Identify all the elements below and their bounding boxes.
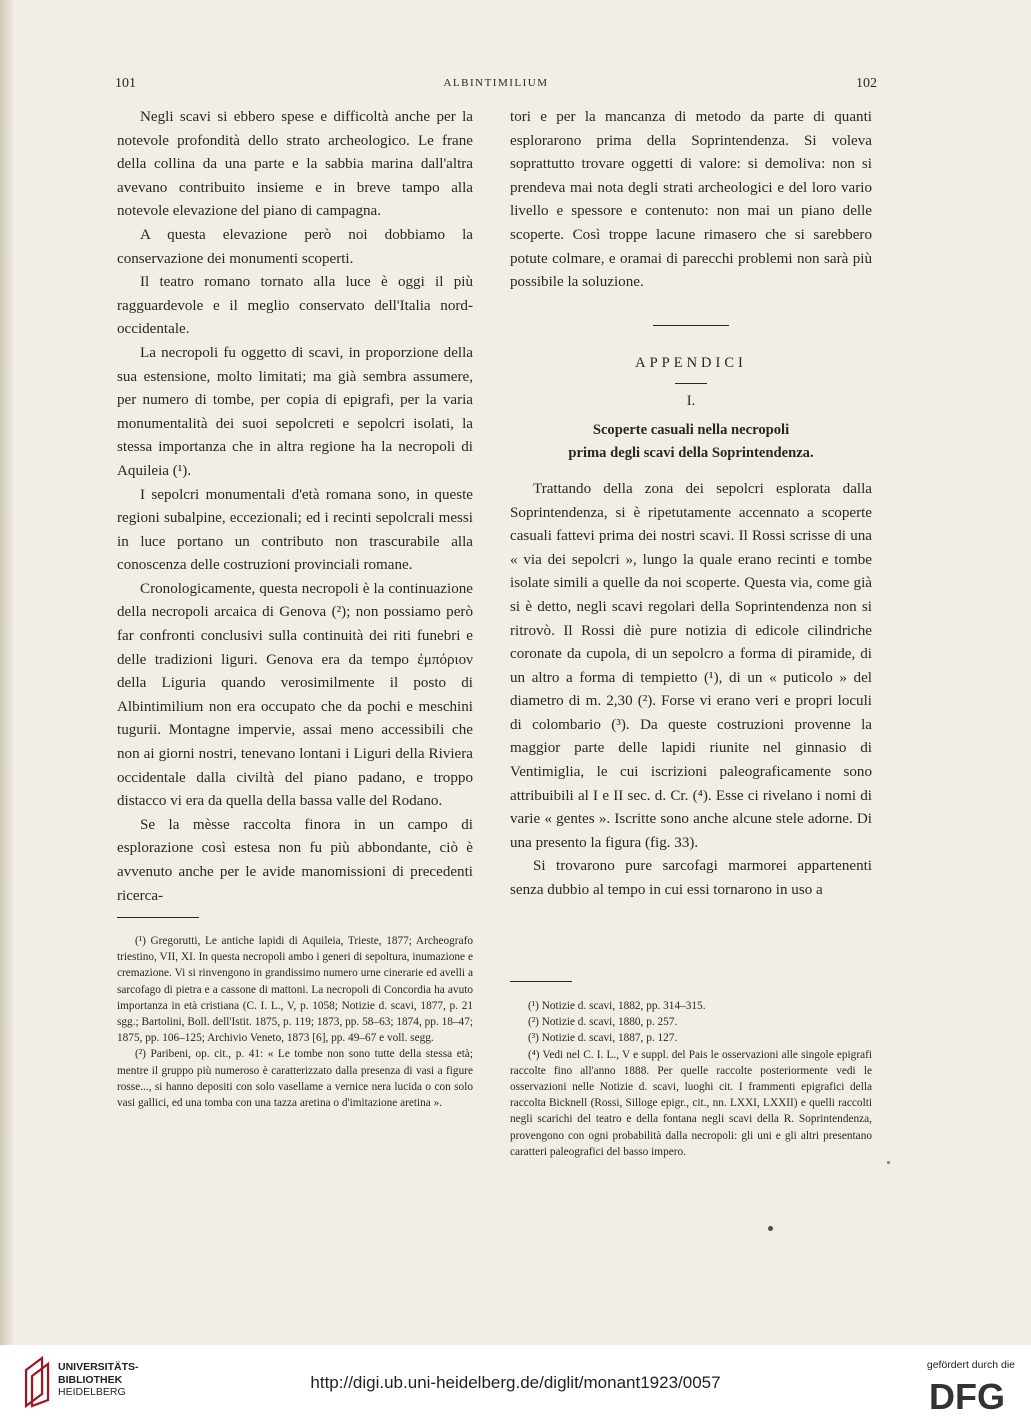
paragraph: A questa elevazione però noi dobbiamo la conservazione dei monumenti scoperti. [117, 226, 473, 267]
running-title: ALBINTIMILIUM [443, 77, 549, 89]
heading-rule [675, 383, 707, 384]
dfg-logo-text: DFG [929, 1378, 1005, 1412]
section-title-line2: prima degli scavi della Soprintendenza. [568, 444, 814, 461]
paragraph: I sepolcri monumentali d'età romana sono, in queste regioni subalpine, eccezionali; ed i recinti sepolcrali messi in luce portano un contributo non trascurabile alla conoscenza delle costruzioni provinciali romane. [117, 486, 473, 574]
appendix-heading-block [510, 325, 872, 465]
paragraph-continuation: tori e per la mancanza di metodo da parte di quanti esplorarono prima della Soprintendenza. Si voleva soprattutto trovare oggetti di valore: si demoliva: non si prendeva mai nota degli strati archeologici e del loro vario livello e spessore e contenuto: non mai un piano delle scoperte. Così troppe lacune rimasero che si sarebbero potute colmare, e oramai di parecchi problemi non sarà più possibile la soluzione. [510, 109, 872, 291]
footnote: (³) Notizie d. scavi, 1887, p. 127. [528, 1032, 678, 1045]
ink-speck [887, 1161, 890, 1164]
page-fold-shadow [0, 0, 14, 1345]
paragraph: Negli scavi si ebbero spese e difficoltà anche per la notevole profondità dello strato archeologico. Le frane della collina da una parte e la sabbia marina dall'altra avevano contribuito insieme e in breve tampo alla notevole elevazione del piano di campagna. [117, 109, 473, 220]
footnote-rule [510, 981, 572, 982]
paragraph: Trattando della zona dei sepolcri esplorata dalla Soprintendenza, si è ripetutamente accennato a scoperte casuali fattevi prima dei nostri scavi. Il Rossi scrisse di una « via dei sepolcri », lungo la quale erano recinti e tombe isolate simili a quelle da noi scoperte. Questa via, come già si è detto, negli scavi regolari della Soprintendenza non si ritrovò. Il Rossi diè pure notizia di edicole cilindriche coronate da cupola, di un sepolcro a forma di piramide, di un altro a forma di tempietto (¹), di un « puticolo » del diametro di m. 2,30 (²). Forse vi erano veri e propri loculi di colombario (³). Da queste costruzioni provenne la maggior parte delle lapidi riunite nel ginnasio di Ventimiglia, le cui iscrizioni paleograficamente sono attribuibili al I e II sec. d. Cr. (⁴). Esse ci rivelano i nomi di varie « gentes ». Iscritte sono anche alcune stele adorne. Di una presento la figura (fig. 33). [510, 480, 872, 851]
appendix-heading: APPENDICI [635, 354, 747, 371]
section-title-line1: Scoperte casuali nella necropoli [592, 421, 790, 438]
footnote: (²) Notizie d. scavi, 1880, p. 257. [528, 1016, 678, 1029]
footnote: (¹) Notizie d. scavi, 1882, pp. 314–315. [528, 1000, 706, 1012]
page-number-right: 102 [856, 76, 877, 91]
right-column [510, 106, 872, 903]
page-header [115, 76, 877, 96]
footnote: (⁴) Vedi nel C. I. L., V e suppl. del Pais le osservazioni alle singole epigrafi raccolte fino all'anno 1888. Per quelle raccolte posteriormente vedi le osservazioni nelle Notizie d. scavi, luoghi cit. I frammenti epigrafici della raccolta Bicknell (Rossi, Silloge epigr., cit., nn. LXXI, LXXII) e quelli raccolti negli scarichi del teatro e della fontana negli scavi della R. Soprintendenza, provengono con ogni probabilità dalla necropoli: gli uni e gli altri presentano caratteri paleografici del basso impero. [510, 1048, 872, 1158]
left-column [117, 106, 473, 908]
right-footnotes [510, 981, 872, 1160]
library-line3: HEIDELBERG [58, 1386, 126, 1398]
viewer-footer [0, 1345, 1031, 1421]
paragraph: Cronologicamente, questa necropoli è la continuazione della necropoli arcaica di Genova (²); non possiamo però far confronti conclusivi sulla continuità dei riti funebri e delle tradizioni liguri. Genova era da tempo ἐμπόριον della Liguria quando verosimilmente il posto di Albintimilium non era occupato che da pochi e meschini tugurii. Montagne impervie, assai meno accessibili che non ai giorni nostri, tenevano lontani i Liguri della Riviera occidentale dalla civiltà del piano padano, e troppo distacco vi era da quella della bassa valle del Rodano. [117, 580, 473, 810]
paragraph: Si trovarono pure sarcofagi marmorei appartenenti senza dubbio al tempo in cui essi tornarono in uso a [510, 858, 872, 899]
section-rule [653, 325, 729, 326]
dfg-logo-icon[interactable] [920, 1378, 1015, 1412]
page-number-left: 101 [115, 76, 136, 91]
library-line1: UNIVERSITÄTS- [58, 1361, 139, 1373]
paragraph: Il teatro romano tornato alla luce è oggi il più ragguardevole e il meglio conservato dell'Italia nord-occidentale. [117, 274, 473, 338]
appendix-number: I. [686, 393, 696, 410]
paragraph: Se la mèsse raccolta finora in un campo di esplorazione così estesa non fu più abbondante, ciò è avvenuto anche per le avide manomissioni di precedenti ricerca- [117, 816, 473, 904]
ink-speck [768, 1226, 773, 1231]
permalink-url[interactable]: http://digi.ub.uni-heidelberg.de/diglit/monant1923/0057 [310, 1373, 721, 1392]
footnote-rule [117, 917, 199, 918]
library-line2: BIBLIOTHEK [58, 1373, 123, 1386]
funder-label: gefördert durch die [926, 1359, 1015, 1371]
left-footnotes [117, 917, 473, 1111]
paragraph: La necropoli fu oggetto di scavi, in proporzione della sua estensione, molto limitati; ma già sembra assumere, per numero di tombe, per copia di epigrafi, per la varia monumentalità dei suoi sepolcreti e sepolcri isolati, la stessa importanza che in altra regione ha la necropoli di Aquileia (¹). [117, 344, 473, 479]
footnote: (¹) Gregorutti, Le antiche lapidi di Aquileia, Trieste, 1877; Archeografo triestino, VII, XI. In questa necropoli ambo i generi di sepoltura, inumazione e cremazione. Vi si rinvengono in grandissimo numero urne cinerarie ed avelli a sarcofago di pietra e a cassone di mattoni. La necropoli di Concordia ha avuto importanza in età cristiana (C. I. L., V, p. 1058; Notizie d. scavi, 1877, p. 21 sgg.; Bartolini, Boll. dell'Istit. 1875, p. 119; 1873, pp. 58–63; 1874, pp. 18–47; 1875, pp. 106–125; Archivio Veneto, 1873 [6], pp. 49–67 e voll. segg. [117, 935, 473, 1045]
footnote: (²) Paribeni, op. cit., p. 41: « Le tombe non sono tutte della stessa età; mentre il gruppo più numeroso è caratterizzato dalla presenza di vasi a figure rosse..., si hanno depositi con solo vasellame a vernice nera lucida o con solo vasi gallici, ed una tomba con una tazza aretina o d'imitazione aretina ». [117, 1048, 473, 1110]
